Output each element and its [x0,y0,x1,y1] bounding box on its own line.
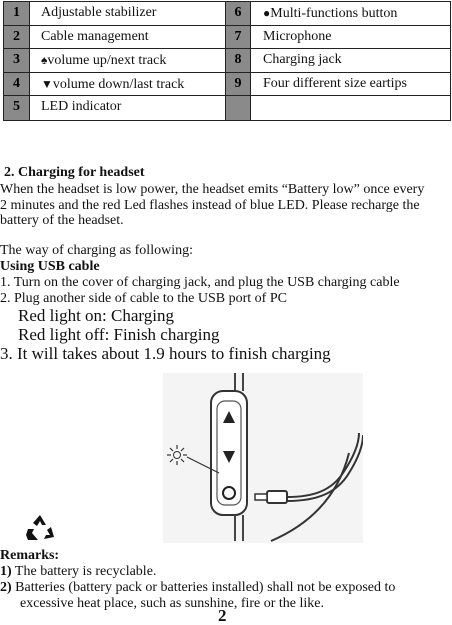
part-number: 4 [4,73,30,96]
part-number: 2 [4,26,30,49]
part-label: Cable management [41,28,149,44]
remark-continuation: excessive heat place, such as sunshine, fire or the like. [20,596,325,611]
remark-item: 1) The battery is recyclable. [0,564,157,579]
paragraph-line: battery of the headset. [0,213,124,228]
volume-down-icon: ▼ [41,76,53,91]
dot-icon: ● [263,6,271,20]
part-number: 9 [225,73,251,96]
paragraph-line: 2 minutes and the red Led flashes instead of blue LED. Please recharge the [0,198,420,213]
red-light-off: Red light off: Finish charging [18,325,220,344]
part-number [225,96,251,120]
part-number: 1 [4,2,30,25]
remarks-heading: Remarks: [0,548,60,563]
parts-table [3,1,451,121]
part-number: 8 [225,49,251,72]
part-number: 7 [225,26,251,49]
table-row [4,49,450,73]
table-row [4,96,450,120]
part-label: Microphone [263,28,332,44]
paragraph-line: When the headset is low power, the headset emits “Battery low” once every [0,182,425,197]
part-number: 6 [225,2,251,25]
table-row [4,26,450,50]
part-number: 5 [4,96,30,120]
usb-heading: Using USB cable [0,259,100,274]
table-row [4,73,450,97]
part-label: LED indicator [41,99,122,114]
part-label: ●Multi-functions button [263,6,398,21]
red-light-on: Red light on: Charging [18,306,174,325]
step-item: 1. Turn on the cover of charging jack, and plug the USB charging cable [0,275,400,290]
charging-intro: The way of charging as following: [0,243,193,258]
part-label: ▼volume down/last track [41,76,185,92]
section-heading: 2. Charging for headset [4,165,145,180]
part-label: Adjustable stabilizer [41,5,157,20]
part-label: Charging jack [263,52,342,67]
charging-time: 3. It will takes about 1.9 hours to finish charging [0,344,331,363]
recycle-icon [24,513,56,543]
table-row [4,2,450,26]
headset-charging-illustration [163,373,363,543]
page-number: 2 [218,606,227,625]
part-number: 3 [4,49,30,72]
remark-item: 2) Batteries (battery pack or batteries installed) shall not be exposed to [0,580,396,595]
volume-up-icon: ♠ [41,53,48,67]
part-label: ♠volume up/next track [41,53,167,68]
step-item: 2. Plug another side of cable to the USB port of PC [0,291,287,306]
part-label: Four different size eartips [263,75,407,91]
